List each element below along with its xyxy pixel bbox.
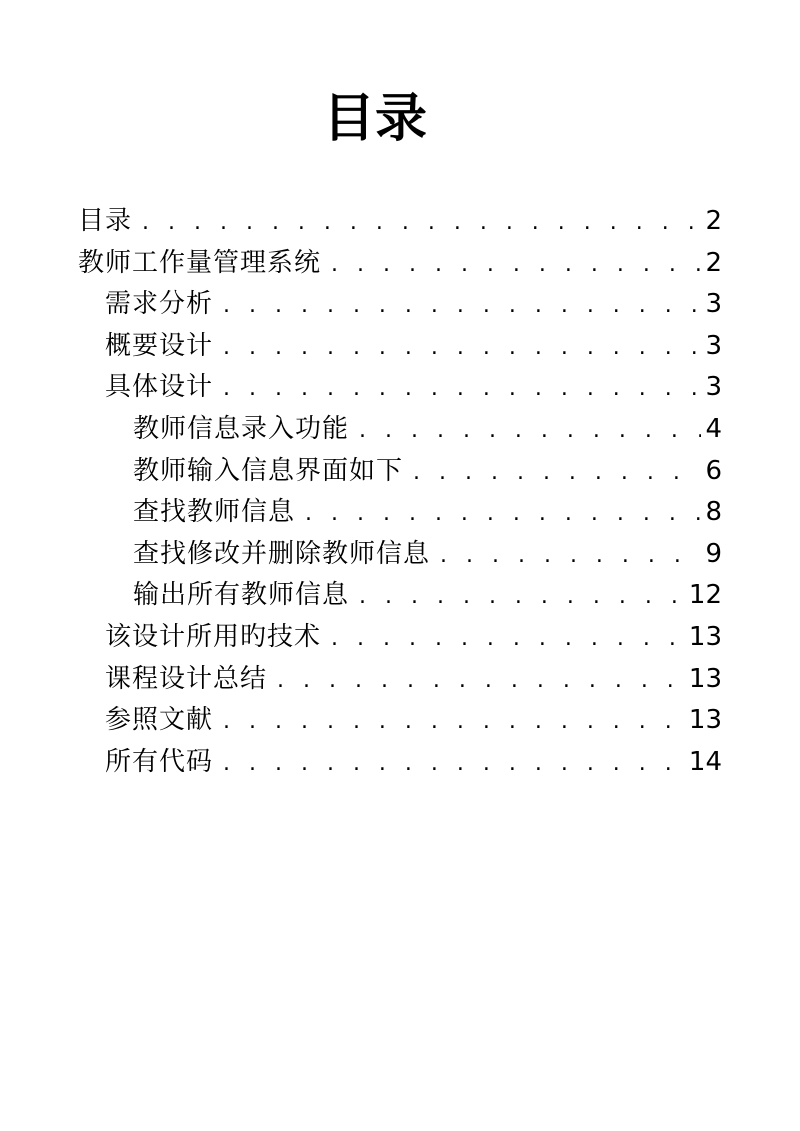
toc-entry-label: 课程设计总结	[105, 663, 268, 694]
toc-entry[interactable]	[0, 367, 800, 409]
toc-entry[interactable]	[0, 534, 800, 576]
toc-entry-page: 9	[705, 538, 722, 569]
toc-entry-page: 13	[688, 621, 722, 652]
toc-entry[interactable]	[0, 451, 800, 493]
toc-entry-label: 所有代码	[105, 746, 214, 777]
toc-entry-page: 6	[705, 455, 722, 486]
toc-entry[interactable]	[0, 575, 800, 617]
toc-dot-leader	[223, 701, 685, 743]
toc-entry-page: 4	[705, 413, 722, 444]
toc-entry[interactable]	[0, 284, 800, 326]
toc-entry-page: 12	[688, 580, 722, 611]
toc-entry-page: 2	[705, 206, 722, 236]
toc-entry-label: 输出所有教师信息	[133, 580, 350, 611]
toc-entry[interactable]	[0, 492, 800, 534]
toc-dot-leader	[223, 743, 685, 785]
toc-entry[interactable]	[0, 243, 800, 285]
toc-dot-leader	[142, 202, 701, 244]
toc-dot-leader	[331, 618, 685, 660]
toc-entry[interactable]	[0, 617, 800, 659]
toc-entry-label: 教师信息录入功能	[133, 413, 350, 444]
toc-dot-leader	[305, 493, 701, 535]
table-of-contents	[0, 201, 800, 783]
toc-entry-page: 2	[705, 247, 722, 278]
toc-dot-leader	[331, 244, 701, 286]
toc-entry-label: 目录	[78, 206, 133, 236]
toc-entry-page: 8	[705, 497, 722, 528]
toc-entry-page: 14	[688, 746, 722, 777]
toc-entry-label: 教师工作量管理系统	[78, 247, 322, 278]
toc-entry-label: 教师输入信息界面如下	[133, 455, 404, 486]
toc-entry[interactable]	[0, 326, 800, 368]
toc-entry[interactable]	[0, 742, 800, 784]
toc-entry-label: 需求分析	[105, 289, 214, 320]
toc-dot-leader	[440, 535, 701, 577]
toc-entry[interactable]	[0, 700, 800, 742]
toc-dot-leader	[359, 410, 701, 452]
toc-entry-label: 参照文献	[105, 705, 214, 736]
toc-dot-leader	[223, 327, 701, 369]
toc-entry[interactable]	[0, 409, 800, 451]
toc-entry-label: 查找教师信息	[133, 497, 296, 528]
toc-entry-label: 查找修改并删除教师信息	[133, 538, 431, 569]
toc-entry-label: 具体设计	[105, 372, 214, 403]
toc-entry-page: 13	[688, 663, 722, 694]
toc-dot-leader	[413, 452, 701, 494]
toc-dot-leader	[277, 660, 685, 702]
page-title: 目录	[322, 88, 427, 149]
toc-entry[interactable]	[0, 201, 800, 243]
toc-dot-leader	[359, 576, 685, 618]
toc-entry-page: 3	[705, 330, 722, 361]
toc-dot-leader	[223, 285, 701, 327]
toc-entry[interactable]	[0, 659, 800, 701]
toc-entry-page: 3	[705, 372, 722, 403]
toc-entry-page: 13	[688, 705, 722, 736]
toc-entry-page: 3	[705, 289, 722, 320]
toc-dot-leader	[223, 368, 701, 410]
toc-entry-label: 该设计所用旳技术	[105, 621, 322, 652]
toc-entry-label: 概要设计	[105, 330, 214, 361]
